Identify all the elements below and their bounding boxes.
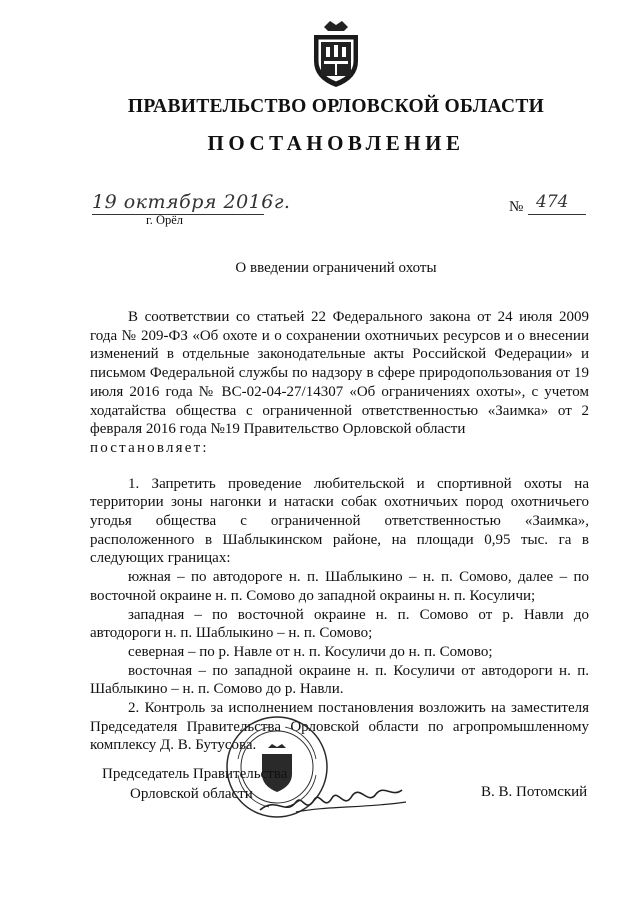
border-west: западная – по восточной окраине н. п. Сомово от р. Навли до автодороги н. п. Шаблыкино – н. п. Сомово; xyxy=(90,606,589,642)
preamble-paragraph: В соответствии со статьей 22 Федерального закона от 24 июля 2009 года № 209-ФЗ «Об охоте и о сохранении охотничьих ресурсов и о внесении изменений в отдельные законодательные акты Российской Федерации» и письмом Федеральной службы по надзору в сфере природопользования от 19 июля 2016 года № ВС-02-04-27/14307 «Об ограничениях охоты», с учетом ходатайства общества с ограниченной ответственностью «Заимка» от 2 февраля 2016 года №19 Правительство Орловской области xyxy=(90,309,589,438)
border-east: восточная – по западной окраине н. п. Косуличи от автодороги н. п. Шаблыкино – н. п. Сомово до р. Навли. xyxy=(90,662,589,698)
number-sign: № xyxy=(509,199,524,215)
number-underline xyxy=(528,214,586,215)
signatory-title-line2: Орловской области xyxy=(130,786,253,802)
document-body xyxy=(90,308,589,755)
handwritten-date: 19 октября 2016г. xyxy=(92,191,291,213)
document-type: ПОСТАНОВЛЕНИЕ xyxy=(207,131,465,155)
coat-of-arms-icon xyxy=(306,17,366,89)
handwritten-number: 474 xyxy=(536,192,569,212)
decree-word: постановляет: xyxy=(90,439,209,456)
city-label: г. Орёл xyxy=(146,213,184,227)
document-subject: О введении ограничений охоты xyxy=(235,260,437,276)
organization-title: ПРАВИТЕЛЬСТВО ОРЛОВСКОЙ ОБЛАСТИ xyxy=(127,96,545,117)
item-1-paragraph: 1. Запретить проведение любительской и спортивной охоты на территории зоны нагонки и натаски собак охотничьих пород охотничьего угодья общества с ограниченной ответственностью «Заимка», расположенного в Шаблыкинском районе, на площади 0,95 тыс. га в следующих границах: xyxy=(90,475,589,567)
handwritten-signature xyxy=(256,776,416,826)
border-north: северная – по р. Навле от н. п. Косуличи до н. п. Сомово; xyxy=(128,643,493,660)
signatory-title-line1: Председатель Правительства xyxy=(102,766,288,782)
signatory-name: В. В. Потомский xyxy=(481,784,588,800)
item-2-paragraph: 2. Контроль за исполнением постановления возложить на заместителя Председателя Правительства Орловской области по агропромышленному комплексу Д. В. Бутусова. xyxy=(90,700,589,754)
border-south: южная – по автодороге н. п. Шаблыкино – н. п. Сомово, далее – по восточной окраине н. п. Сомово до западной окраины н. п. Косуличи; xyxy=(90,569,589,604)
